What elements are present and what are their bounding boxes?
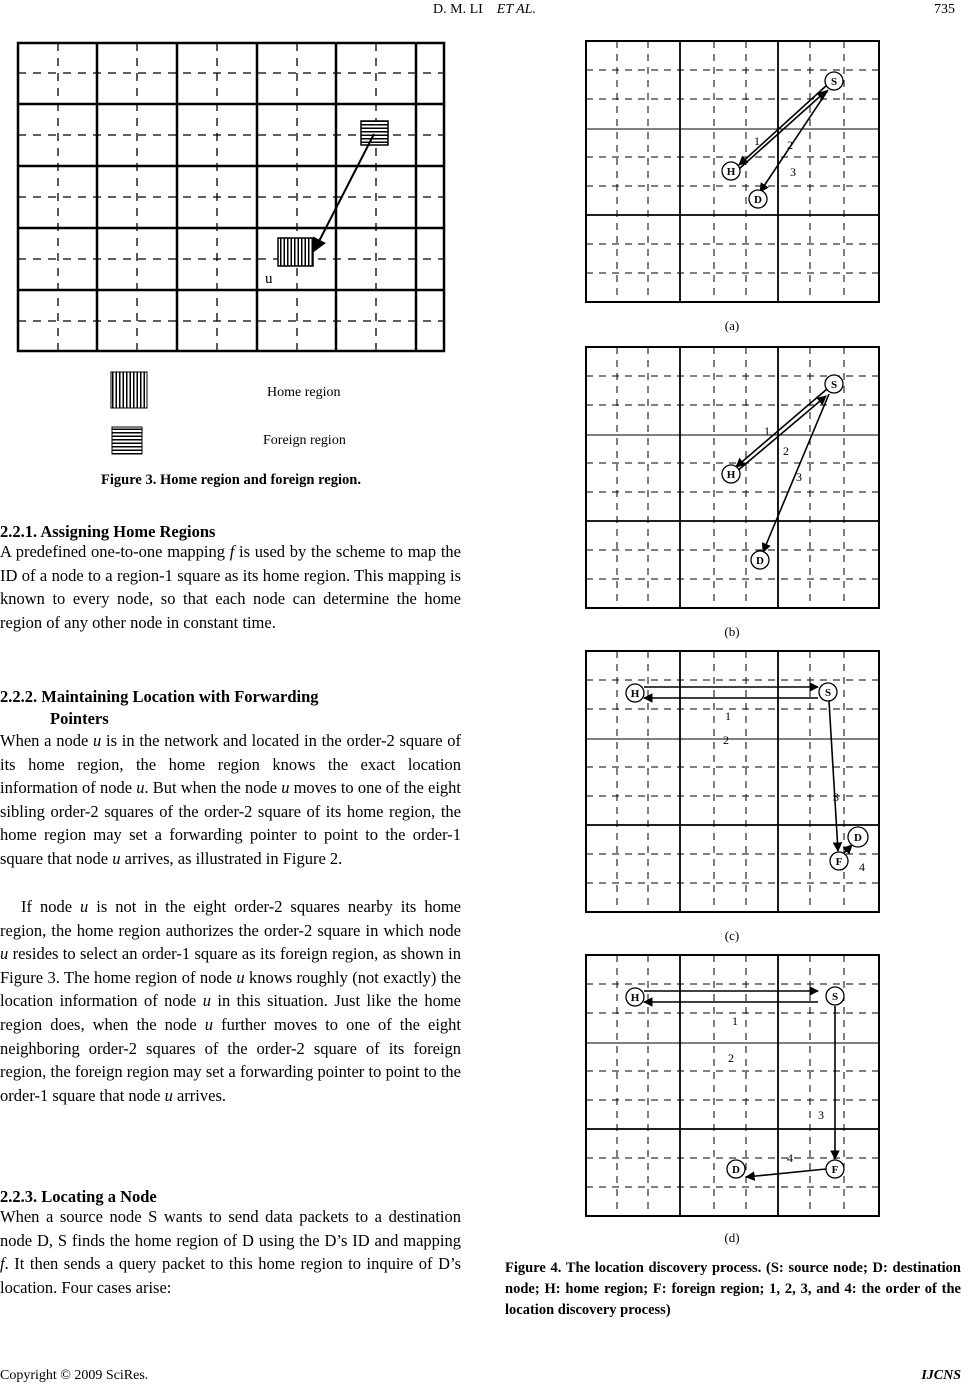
fig4-label-b: (b) xyxy=(724,624,740,639)
foreign-region-square xyxy=(361,121,388,145)
node-u-label: u xyxy=(265,271,273,287)
svg-text:D: D xyxy=(854,832,862,844)
svg-text:D: D xyxy=(756,555,764,567)
svg-text:3: 3 xyxy=(818,1108,824,1122)
footer-copyright: Copyright © 2009 SciRes. xyxy=(0,1368,149,1383)
svg-text:H: H xyxy=(726,469,736,481)
svg-text:F: F xyxy=(831,1164,839,1176)
fig4-label-c: (c) xyxy=(724,928,740,943)
heading-2-2-3: 2.2.3. Locating a Node xyxy=(0,1187,157,1206)
svg-text:3: 3 xyxy=(790,165,796,179)
legend-foreign-label: Foreign region xyxy=(263,433,346,448)
svg-text:H: H xyxy=(630,992,640,1004)
svg-text:4: 4 xyxy=(859,860,865,874)
svg-text:1: 1 xyxy=(754,134,760,148)
fig4-panel-d xyxy=(586,955,879,1216)
legend-home-swatch xyxy=(111,372,147,408)
svg-text:3: 3 xyxy=(796,470,802,484)
fig4-panel-c xyxy=(586,651,879,912)
svg-text:1: 1 xyxy=(764,424,770,438)
header-etal: ET AL. xyxy=(496,2,536,17)
fig3-grid xyxy=(18,43,444,351)
paragraph-2-2-2-a: When a node u is in the network and located in the order-2 square of its home region, the home region knows the exact location information of node u. But when the node u moves to one of the eight sibling order-2 squares of the order-2 square of its home region, the home region may set a forwarding pointer to point to the order-1 square that node u arrives, as illustrated in Figure 2. xyxy=(0,731,462,868)
fig3-arrow xyxy=(314,134,374,251)
figure-4 xyxy=(580,35,890,1250)
svg-text:D: D xyxy=(732,1164,740,1176)
legend-foreign-swatch xyxy=(112,427,142,454)
fig4-panel-b xyxy=(586,347,879,608)
heading-2-2-1: 2.2.1. Assigning Home Regions xyxy=(0,522,216,541)
svg-text:2: 2 xyxy=(787,138,793,152)
svg-text:S: S xyxy=(830,76,838,88)
svg-text:3: 3 xyxy=(833,790,839,804)
header-author: D. M. LI xyxy=(433,2,483,17)
svg-text:2: 2 xyxy=(728,1051,734,1065)
svg-text:2: 2 xyxy=(723,733,729,747)
svg-text:D: D xyxy=(754,194,762,206)
heading-2-2-2-cont: Pointers xyxy=(50,709,109,728)
fig4-label-a: (a) xyxy=(724,318,740,333)
svg-text:S: S xyxy=(831,991,839,1003)
fig4-panel-a xyxy=(586,41,879,302)
home-region-square xyxy=(278,238,313,266)
svg-text:2: 2 xyxy=(783,444,789,458)
svg-text:S: S xyxy=(824,687,832,699)
fig4-label-d: (d) xyxy=(724,1230,740,1245)
figure-4-caption: Figure 4. The location discovery process. (S: source node; D: destination node; H: home region; F: foreign region; 1, 2, 3, and 4: the order of the location discovery process) xyxy=(505,1260,961,1318)
svg-text:S: S xyxy=(830,379,838,391)
svg-text:1: 1 xyxy=(725,709,731,723)
paragraph-2-2-1: A predefined one-to-one mapping f is used by the scheme to map the ID of a node to a region-1 square as its home region. This mapping is known to every node, so that each node can determine the home region of any other node in constant time. xyxy=(0,542,461,632)
svg-text:4: 4 xyxy=(787,1151,793,1165)
legend-home-label: Home region xyxy=(267,385,341,400)
page-number: 735 xyxy=(934,2,955,17)
paragraph-2-2-2-b: If node u is not in the eight order-2 squares nearby its home region, the home region authorizes the order-2 square in which node u resides to select an order-1 square as its foreign region, as shown in Figure 3. The home region of node u knows roughly (not exactly) the location information of node u in this situation. Just like the home region does, when the node u further moves to one of the eight neighboring order-2 squares of the order-2 square of its foreign region, the foreign region may set a forwarding pointer to point to the order-1 square that node u arrives. xyxy=(0,897,462,1105)
footer-journal: IJCNS xyxy=(921,1368,961,1383)
heading-2-2-2: 2.2.2. Maintaining Location with Forwarding xyxy=(0,687,319,706)
figure-3 xyxy=(14,40,449,480)
svg-text:1: 1 xyxy=(732,1014,738,1028)
svg-text:H: H xyxy=(630,688,640,700)
paragraph-2-2-3: When a source node S wants to send data packets to a destination node D, S finds the home region of D using the D’s ID and mapping f. It then sends a query packet to this home region to inquire of D’s location. Four cases arise: xyxy=(0,1207,461,1297)
figure-3-caption: Figure 3. Home region and foreign region. xyxy=(101,472,361,488)
svg-text:H: H xyxy=(726,166,736,178)
running-header xyxy=(0,2,969,18)
svg-text:F: F xyxy=(835,856,843,868)
